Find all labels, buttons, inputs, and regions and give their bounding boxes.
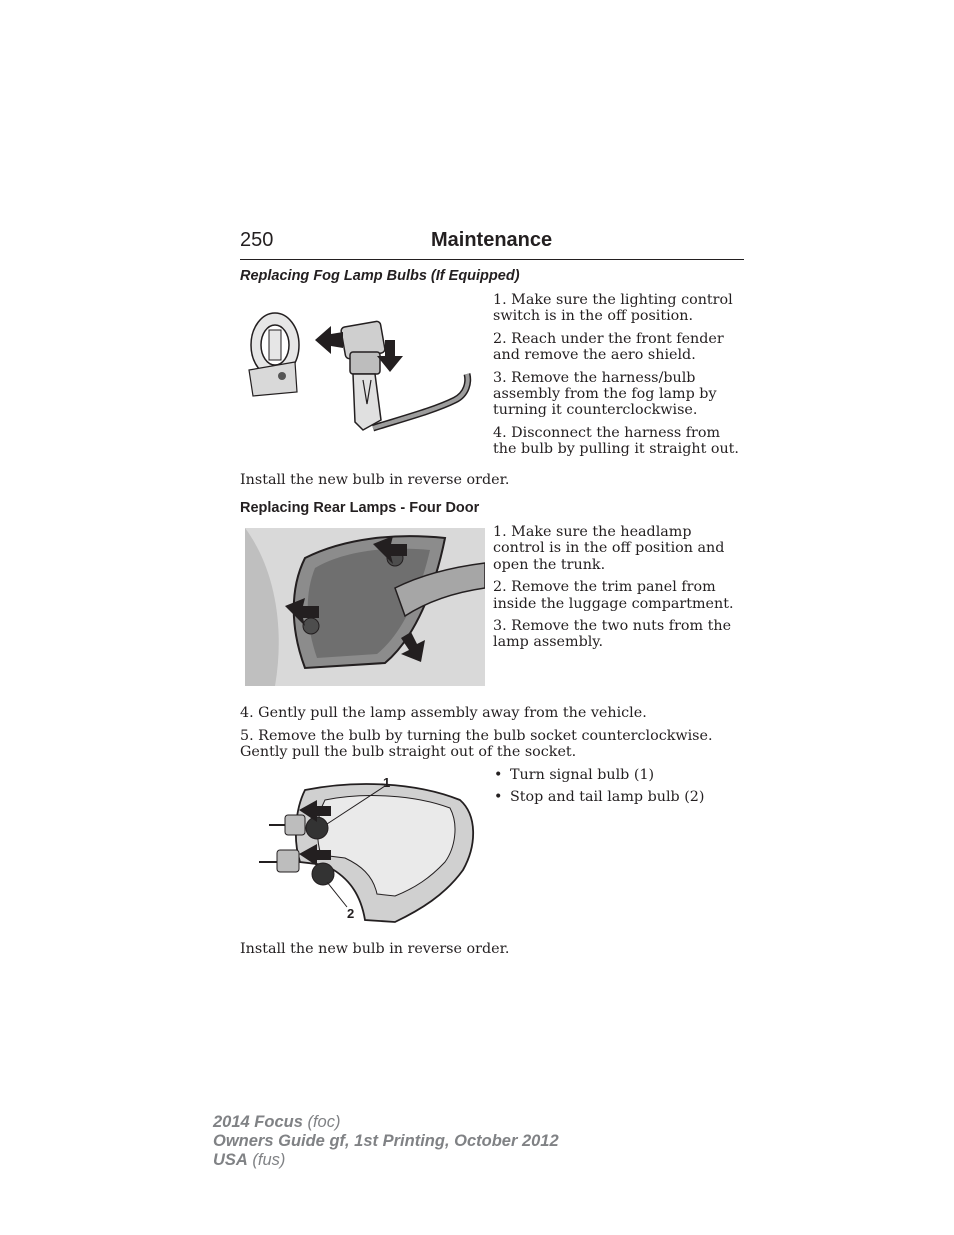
footer-model: 2014 Focus: [213, 1113, 303, 1131]
fog-step-3: 3. Remove the harness/bulb assembly from the fog lamp by turning it counterclockwise.: [493, 369, 717, 419]
rear-step-4: 4. Gently pull the lamp assembly away from the vehicle.: [240, 705, 647, 721]
fog-install-note: Install the new bulb in reverse order.: [240, 472, 510, 488]
page-footer: [213, 1113, 559, 1170]
rear-lamps-heading: Replacing Rear Lamps - Four Door: [240, 500, 480, 516]
fog-step-4: 4. Disconnect the harness from the bulb by pulling it straight out.: [493, 424, 739, 458]
callout-1: 1: [383, 775, 391, 790]
rear-install-note: Install the new bulb in reverse order.: [240, 941, 510, 957]
rear-step-3: 3. Remove the two nuts from the lamp assembly.: [493, 618, 732, 651]
callout-2: 2: [347, 906, 355, 921]
page-header: [240, 229, 744, 260]
section-title: Maintenance: [431, 229, 553, 251]
bulb-label-turn-signal: Turn signal bulb (1): [510, 767, 655, 783]
fog-step-1: 1. Make sure the lighting control switch is in the off position.: [493, 292, 733, 325]
bulb-list-item: • Stop and tail lamp bulb (2): [494, 789, 705, 806]
page-number: 250: [240, 229, 274, 251]
rear-lamp-steps: [493, 524, 745, 657]
rear-lamp-access-illustration: [245, 528, 485, 686]
fog-lamp-steps: [493, 292, 745, 464]
bulb-list-item: • Turn signal bulb (1): [494, 767, 655, 783]
fog-lamp-heading: Replacing Fog Lamp Bulbs (If Equipped): [240, 268, 520, 284]
fog-lamp-illustration: [245, 300, 475, 440]
footer-model-code: (foc): [302, 1113, 341, 1131]
rear-step-5: 5. Remove the bulb by turning the bulb socket counterclockwise. Gently pull the bulb straight out of the socket.: [240, 728, 713, 761]
fog-step-2: 2. Reach under the front fender and remove the aero shield.: [493, 330, 724, 364]
footer-market: USA: [213, 1151, 248, 1169]
bulb-list: [493, 767, 704, 812]
footer-printing: Owners Guide gf, 1st Printing, October 2012: [213, 1132, 559, 1150]
rear-bulb-illustration: [245, 770, 480, 930]
rear-step-2: 2. Remove the trim panel from inside the luggage compartment.: [493, 579, 734, 612]
rear-step-1: 1. Make sure the headlamp control is in the off position and open the trunk.: [493, 524, 725, 573]
bulb-label-stop-tail: Stop and tail lamp bulb (2): [510, 789, 705, 806]
footer-market-code: (fus): [247, 1151, 286, 1169]
